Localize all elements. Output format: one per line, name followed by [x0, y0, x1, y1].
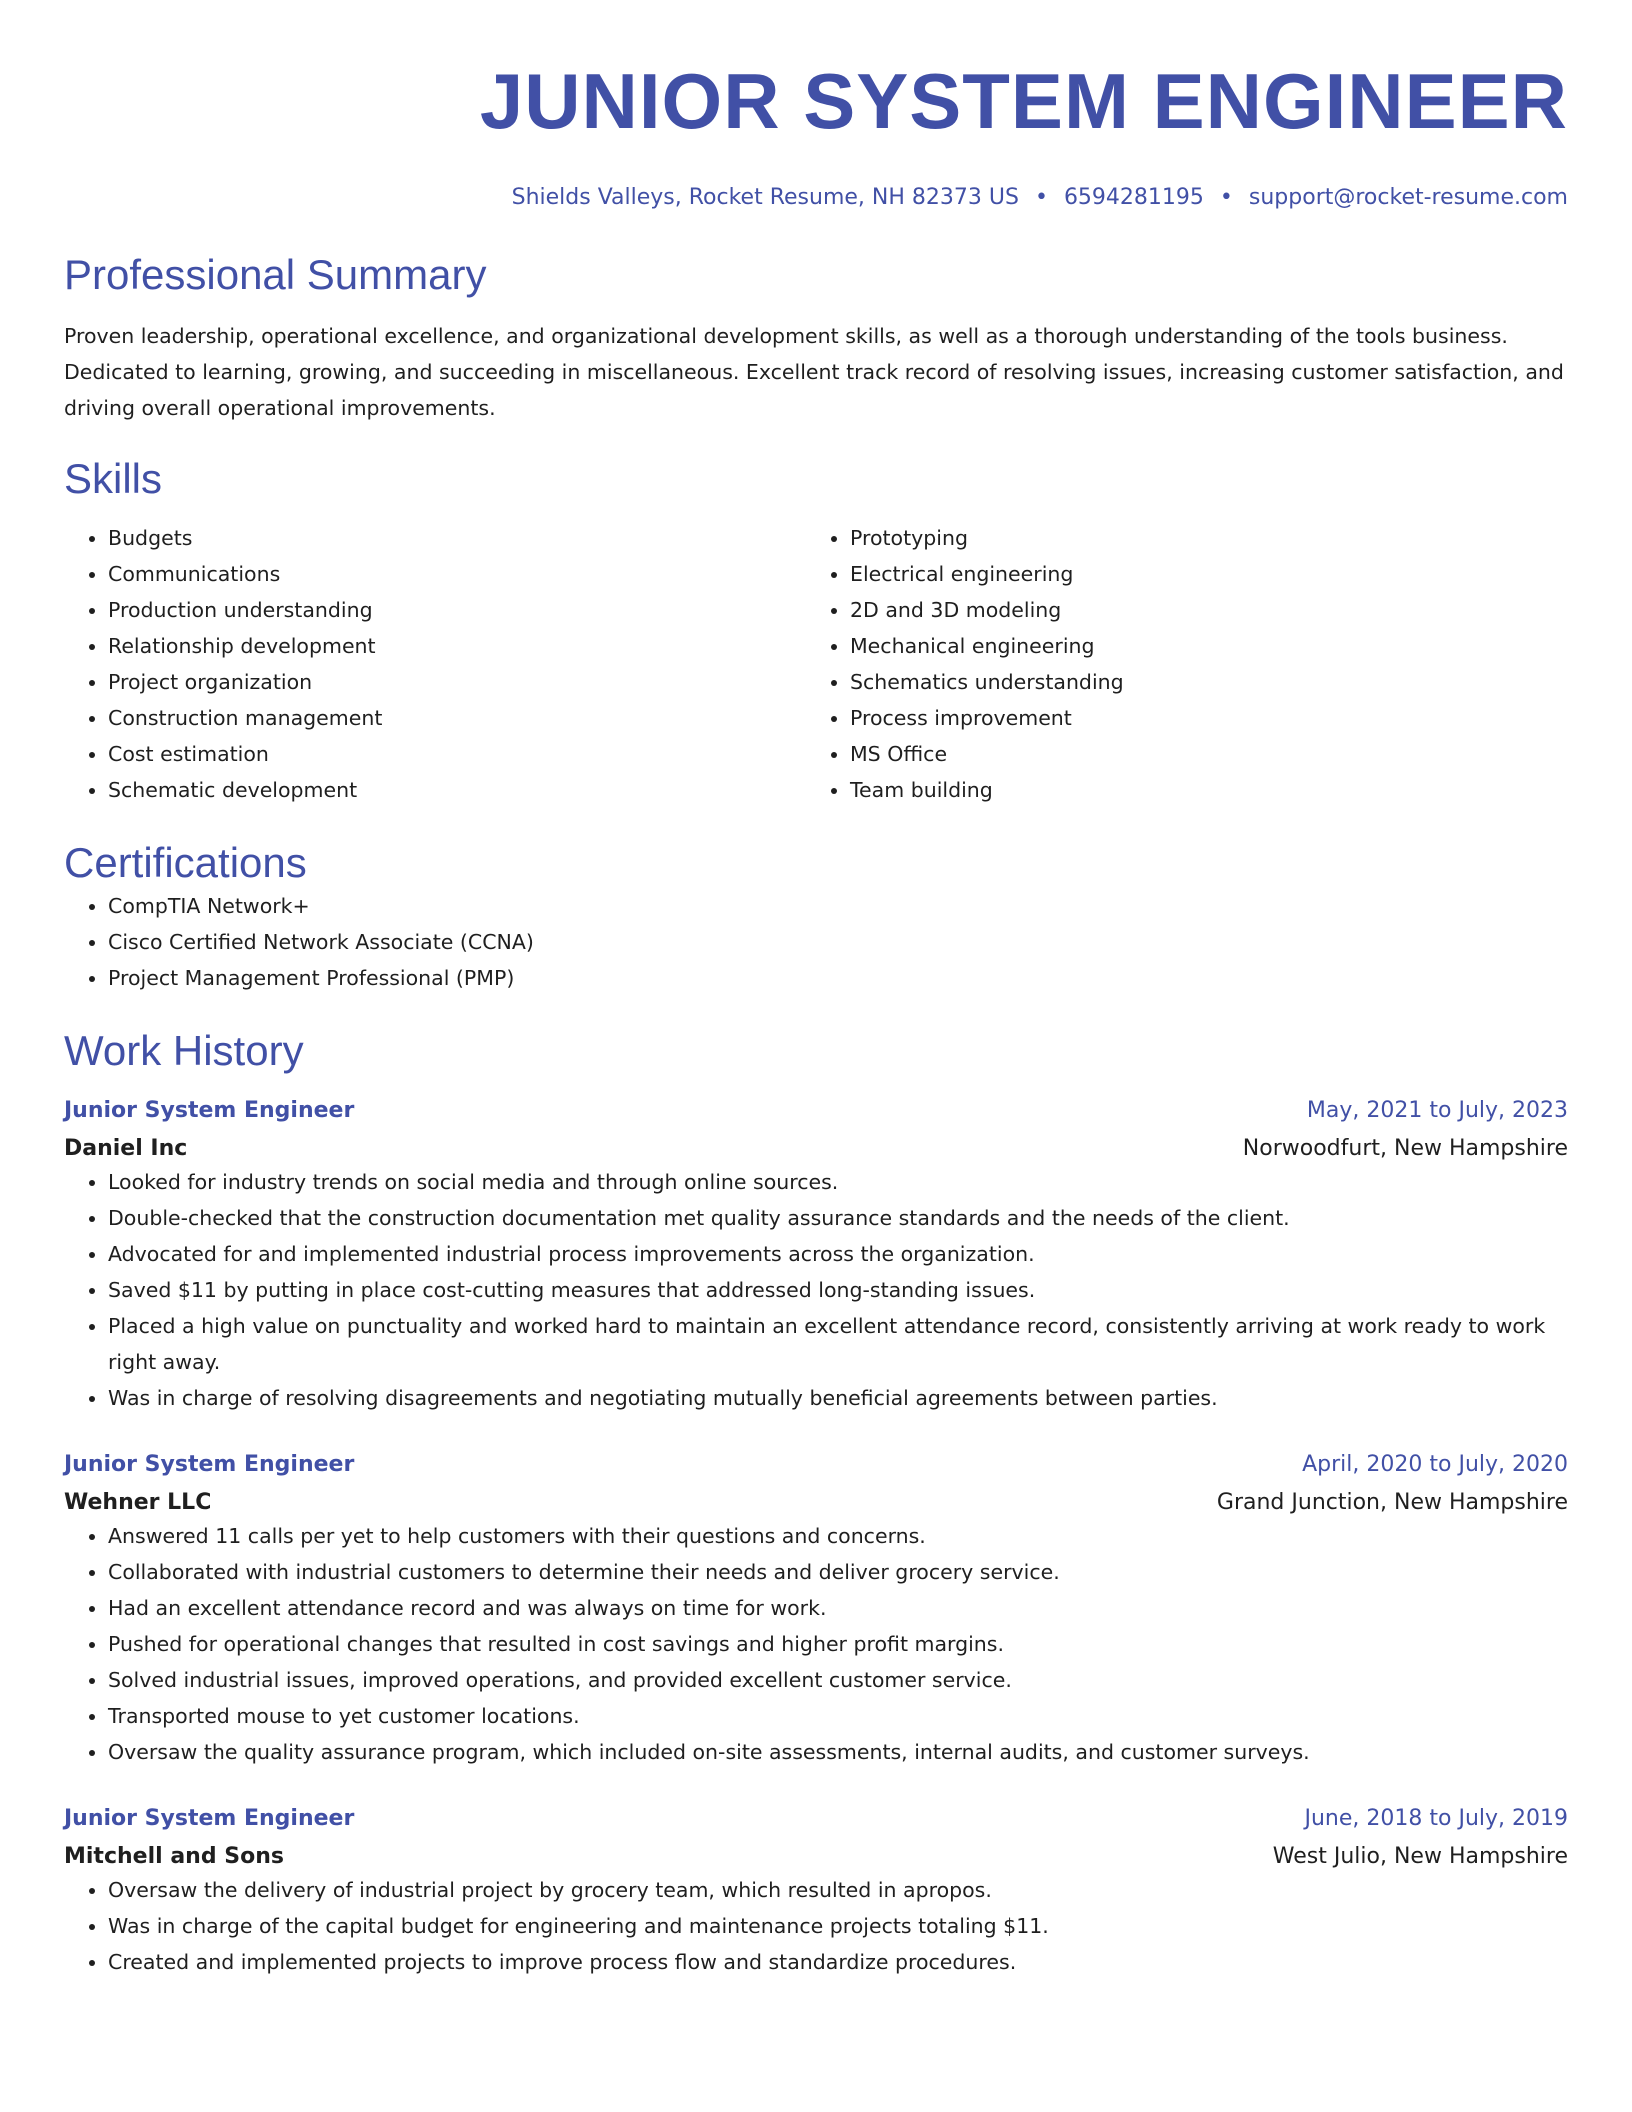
skill-item: • Construction management — [108, 700, 806, 736]
job-dates: May, 2021 to July, 2023 — [1306, 1098, 1568, 1123]
skill-item: • Relationship development — [108, 628, 806, 664]
job-duty: • Created and implemented projects to improve process flow and standardize procedures. — [108, 1944, 1568, 1980]
company-name: Daniel Inc — [64, 1136, 188, 1161]
company-name: Mitchell and Sons — [64, 1844, 284, 1869]
skill-item: • Schematic development — [108, 772, 806, 808]
separator-dot: • — [1034, 185, 1048, 210]
job-duty: • Pushed for operational changes that resulted in cost savings and higher profit margins. — [108, 1626, 1568, 1662]
contact-address: Shields Valleys, Rocket Resume, NH 82373 US — [511, 185, 1019, 210]
skill-item: • Mechanical engineering — [850, 628, 1568, 664]
job-title: Junior System Engineer — [64, 1452, 355, 1477]
separator-dot: • — [1219, 185, 1233, 210]
skill-item: • Electrical engineering — [850, 556, 1568, 592]
job-duty: • Transported mouse to yet customer locations. — [108, 1698, 1568, 1734]
skill-item: • Schematics understanding — [850, 664, 1568, 700]
job-duty: • Looked for industry trends on social media and through online sources. — [108, 1164, 1568, 1200]
contact-phone[interactable]: 6594281195 — [1063, 185, 1204, 210]
job-duties-list — [64, 1164, 1568, 1416]
skill-item: • Team building — [850, 772, 1568, 808]
job-duty: • Placed a high value on punctuality and worked hard to maintain an excellent attendance record, consistently arriving at work ready to work right away. — [108, 1308, 1568, 1380]
job-duty: • Answered 11 calls per yet to help customers with their questions and concerns. — [108, 1518, 1568, 1554]
job-dates: April, 2020 to July, 2020 — [1302, 1452, 1568, 1477]
certification-item: • Project Management Professional (PMP) — [108, 960, 1568, 996]
job-duty: • Had an excellent attendance record and was always on time for work. — [108, 1590, 1568, 1626]
skill-item: • Communications — [108, 556, 806, 592]
job-dates: June, 2018 to July, 2019 — [1304, 1806, 1568, 1831]
job-location: Norwoodfurt, New Hampshire — [1242, 1136, 1568, 1161]
company-name: Wehner LLC — [64, 1490, 212, 1515]
work-history-heading: Work History — [64, 1027, 304, 1074]
skill-item: • Production understanding — [108, 592, 806, 628]
certifications-list — [64, 888, 1568, 996]
job-duties-list — [64, 1872, 1568, 1980]
certification-item: • CompTIA Network+ — [108, 888, 1568, 924]
job-duty: • Oversaw the quality assurance program, which included on-site assessments, internal audits, and customer surveys. — [108, 1734, 1568, 1770]
contact-line — [64, 184, 1568, 212]
job-duty: • Oversaw the delivery of industrial project by grocery team, which resulted in apropos. — [108, 1872, 1568, 1908]
job-location: Grand Junction, New Hampshire — [1216, 1490, 1568, 1515]
skills-grid — [64, 520, 1568, 808]
summary-text: Proven leadership, operational excellence, and organizational development skills, as well as a thorough understanding of the tools business. Dedicated to learning, growing, and succeeding in miscellaneous. Excellent track record of resolving issues, increasing customer satisfaction, and driving overall operational improvements. — [64, 324, 1564, 420]
job-entry — [64, 1450, 1568, 1770]
summary-heading: Professional Summary — [64, 251, 487, 298]
job-title: Junior System Engineer — [64, 1098, 355, 1123]
skill-item: • Budgets — [108, 520, 806, 556]
skills-heading: Skills — [64, 455, 163, 502]
candidate-title: JUNIOR SYSTEM ENGINEER — [479, 57, 1568, 145]
job-duty: • Was in charge of resolving disagreements and negotiating mutually beneficial agreements between parties. — [108, 1380, 1568, 1416]
resume-header — [64, 56, 1568, 212]
job-duty: • Saved $11 by putting in place cost-cutting measures that addressed long-standing issues. — [108, 1272, 1568, 1308]
skills-list-right — [806, 520, 1568, 808]
job-location: West Julio, New Hampshire — [1272, 1844, 1568, 1869]
contact-email[interactable]: support@rocket-resume.com — [1248, 185, 1568, 210]
job-entry — [64, 1096, 1568, 1416]
certification-item: • Cisco Certified Network Associate (CCNA) — [108, 924, 1568, 960]
job-duty: • Solved industrial issues, improved operations, and provided excellent customer service. — [108, 1662, 1568, 1698]
skill-item: • Process improvement — [850, 700, 1568, 736]
job-entry — [64, 1804, 1568, 1980]
job-title: Junior System Engineer — [64, 1806, 355, 1831]
skill-item: • Cost estimation — [108, 736, 806, 772]
job-duties-list — [64, 1518, 1568, 1770]
skill-item: • MS Office — [850, 736, 1568, 772]
job-duty: • Advocated for and implemented industrial process improvements across the organization. — [108, 1236, 1568, 1272]
certifications-heading: Certifications — [64, 839, 307, 886]
skill-item: • Prototyping — [850, 520, 1568, 556]
skill-item: • Project organization — [108, 664, 806, 700]
skill-item: • 2D and 3D modeling — [850, 592, 1568, 628]
job-duty: • Collaborated with industrial customers to determine their needs and deliver grocery service. — [108, 1554, 1568, 1590]
skills-list-left — [64, 520, 806, 808]
job-duty: • Was in charge of the capital budget for engineering and maintenance projects totaling $11. — [108, 1908, 1568, 1944]
job-duty: • Double-checked that the construction documentation met quality assurance standards and the needs of the client. — [108, 1200, 1568, 1236]
